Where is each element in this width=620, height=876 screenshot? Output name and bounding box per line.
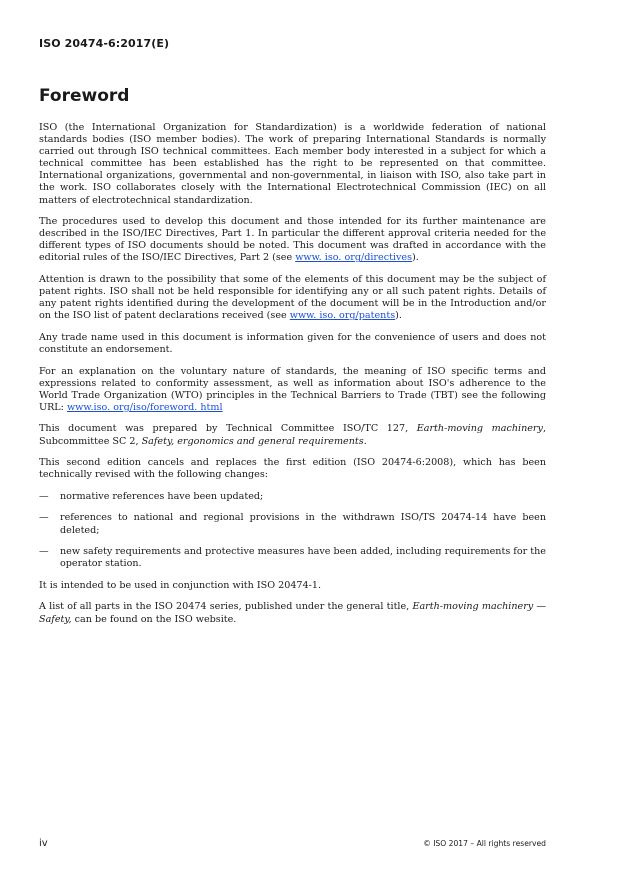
paragraph-text: Attention is drawn to the possibility that some of the elements of this document may be the subject of patent rights. ISO shall not be held responsible for identifying any or all such patent rights. Details of any patent rights identified during the development of the document will be in the Introduction and/or on the ISO list of patent declarations received (see (39, 274, 546, 322)
paragraph-text: For an explanation on the voluntary nature of standards, the meaning of ISO specific terms and expressions related to conformity assessment, as well as information about ISO's adherence to the World Trade Organization (WTO) principles in the Technical Barriers to Trade (TBT) see the following URL: (39, 365, 546, 413)
paragraph-iso-overview: ISO (the International Organization for Standardization) is a worldwide federation of national standards bodies (ISO member bodies). The work of preparing International Standards is normally carried out through ISO technical committees. Each member body interested in a subject for which a technical committee has been established has the right to be represented on that committee. International organizations, governmental and non-governmental, in liaison with ISO, also take part in the work. ISO collaborates closely with the International Electrotechnical Commission (IEC) on all matters of electrotechnical standardization. (39, 122, 546, 206)
changes-list (39, 491, 546, 570)
paragraph-patents (39, 274, 546, 322)
committee-name: Earth-moving machinery (416, 423, 543, 435)
patents-link[interactable]: www. iso. org/patents (289, 310, 396, 322)
paragraph-series (39, 601, 546, 625)
list-item (39, 491, 546, 503)
paragraph-procedures (39, 216, 546, 264)
page-title: Foreword (39, 86, 130, 106)
list-item-text: normative references have been updated; (60, 490, 264, 502)
list-item-text: new safety requirements and protective measures have been added, including requirements for the operator station. (60, 546, 546, 570)
paragraph-tail: ). (412, 252, 419, 264)
paragraph-tail: can be found on the ISO website. (71, 613, 237, 625)
list-item (39, 512, 546, 536)
paragraph-text: This document was prepared by Technical Committee ISO/TC 127, (39, 423, 417, 435)
paragraph-edition: This second edition cancels and replaces the first edition (ISO 20474-6:2008), which has been technically revised with the following changes: (39, 457, 546, 481)
foreword-body (39, 122, 546, 635)
foreword-link[interactable]: www.iso. org/iso/foreword. html (66, 401, 223, 413)
list-item-text: references to national and regional provisions in the withdrawn ISO/TS 20474-14 have been deleted; (60, 512, 546, 536)
list-item (39, 546, 546, 570)
page-number: iv (39, 838, 48, 849)
series-title: Earth-moving machinery — Safety, (39, 601, 546, 625)
copyright-notice: © ISO 2017 – All rights reserved (423, 839, 546, 848)
document-identifier: ISO 20474-6:2017(E) (39, 37, 170, 50)
paragraph-committee (39, 423, 546, 447)
subcommittee-name: Safety, ergonomics and general requirements (141, 435, 364, 447)
dash-bullet: — (39, 490, 49, 502)
paragraph-trade-name: Any trade name used in this document is information given for the convenience of users and does not constitute an endorsement. (39, 331, 546, 355)
dash-bullet: — (39, 512, 49, 524)
paragraph-conjunction: It is intended to be used in conjunction with ISO 20474-1. (39, 579, 322, 591)
paragraph-text: A list of all parts in the ISO 20474 series, published under the general title, (39, 601, 413, 613)
directives-link[interactable]: www. iso. org/directives (295, 252, 413, 264)
paragraph-text: , Subcommittee SC 2, (39, 423, 546, 447)
paragraph-voluntary-nature (39, 366, 546, 414)
paragraph-tail: ). (395, 310, 402, 322)
paragraph-tail: . (363, 435, 367, 447)
paragraph-text: The procedures used to develop this document and those intended for its further maintenance are described in the ISO/IEC Directives, Part 1. In particular the different approval criteria needed for the different types of ISO documents should be noted. This document was drafted in accordance with the editorial rules of the ISO/IEC Directives, Part 2 (see (39, 216, 546, 264)
dash-bullet: — (39, 546, 49, 558)
